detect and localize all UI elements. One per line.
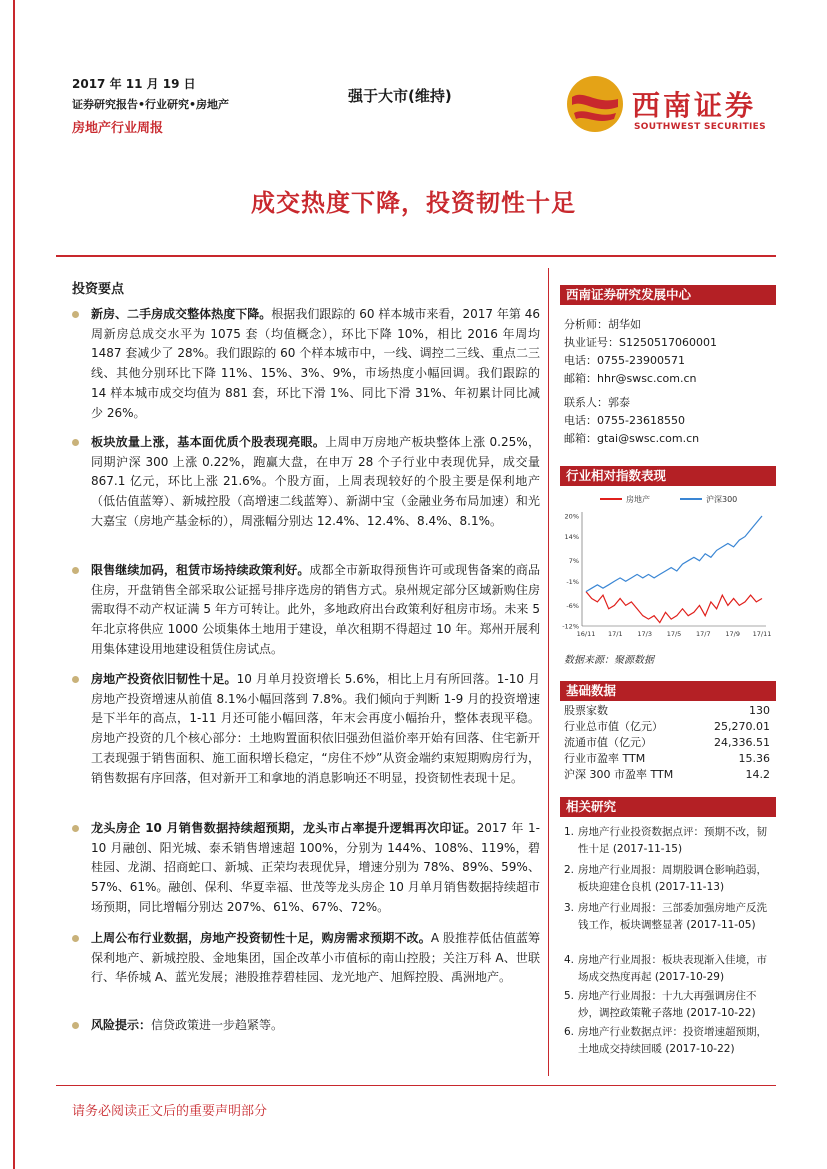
item-text: 房地产行业周报：板块表现渐入佳境，市场成交热度再起 (2017-10-29) <box>578 954 767 983</box>
left-accent-line <box>13 0 15 1169</box>
item-number: 6. <box>564 1026 575 1038</box>
bullet-dot <box>72 311 79 318</box>
bullet-6 <box>72 929 540 988</box>
bullet-lead: 房地产投资依旧韧性十足。 <box>91 672 237 686</box>
bullet-body: 信贷政策进一步趋紧等。 <box>151 1018 284 1032</box>
bullet-dot <box>72 567 79 574</box>
table-row <box>564 719 770 735</box>
row-value: 130 <box>749 704 770 717</box>
related-research-header: 相关研究 <box>560 797 776 817</box>
x-tick-label: 17/3 <box>637 630 652 638</box>
relative-index-chart <box>560 488 776 648</box>
y-tick-label: -6% <box>566 601 579 610</box>
row-label: 股票家数 <box>564 704 608 717</box>
x-tick-label: 17/1 <box>608 630 623 638</box>
table-row <box>564 735 770 751</box>
contact-email[interactable]: 邮箱：gtai@swsc.com.cn <box>564 432 700 445</box>
bullet-1 <box>72 305 540 423</box>
row-label: 行业市盈率 TTM <box>564 752 646 765</box>
logo-icon <box>566 75 624 133</box>
report-type: 证券研究报告•行业研究•房地产 <box>72 98 230 111</box>
report-series: 房地产行业周报 <box>72 121 164 136</box>
row-value: 24,336.51 <box>714 736 770 749</box>
footer-disclaimer[interactable]: 请务必阅读正文后的重要声明部分 <box>72 1104 268 1119</box>
related-item[interactable] <box>564 1024 774 1058</box>
x-tick-label: 17/9 <box>725 630 740 638</box>
logo-english: SOUTHWEST SECURITIES <box>634 122 766 132</box>
bullet-dot <box>72 935 79 942</box>
report-date: 2017 年 11 月 19 日 <box>72 77 196 91</box>
item-text: 房地产行业周报：三部委加强房地产反洗钱工作，板块调整显著 (2017-11-05) <box>578 902 767 931</box>
series-line-property <box>586 592 762 623</box>
analyst-license: 执业证号：S1250517060001 <box>564 336 717 349</box>
logo-text: 西南证券 <box>632 89 757 122</box>
table-row <box>564 767 770 783</box>
related-item[interactable] <box>564 824 774 858</box>
analyst-email[interactable]: 邮箱：hhr@swsc.com.cn <box>564 372 697 385</box>
bullet-lead: 新房、二手房成交整体热度下降。 <box>91 307 272 321</box>
x-tick-label: 16/11 <box>576 630 596 638</box>
bullet-lead: 限售继续加码，租赁市场持续政策利好。 <box>91 563 310 577</box>
bullet-lead: 上周公布行业数据，房地产投资韧性十足，购房需求预期不改。 <box>91 931 431 945</box>
item-number: 2. <box>564 864 575 876</box>
table-row <box>564 751 770 767</box>
row-label: 行业总市值（亿元） <box>564 720 663 733</box>
legend-label: 沪深300 <box>706 495 738 504</box>
row-value: 25,270.01 <box>714 720 770 733</box>
research-center-header: 西南证券研究发展中心 <box>560 285 776 305</box>
x-tick-label: 17/5 <box>666 630 682 638</box>
footer-divider <box>56 1085 776 1086</box>
bullet-4 <box>72 670 540 788</box>
y-tick-label: -12% <box>562 622 579 631</box>
title-divider <box>56 255 776 257</box>
legend-label: 房地产 <box>626 495 650 504</box>
item-number: 5. <box>564 990 575 1002</box>
column-divider <box>548 268 549 1076</box>
analyst-phone: 电话：0755-23900571 <box>564 354 685 367</box>
basic-data-header: 基础数据 <box>560 681 776 701</box>
item-text: 房地产行业数据点评：投资增速超预期，土地成交持续回暖 (2017-10-22) <box>578 1026 767 1055</box>
item-number: 3. <box>564 902 575 914</box>
bullet-body: 上周申万房地产板块整体上涨 0.25%，同期沪深 300 上涨 0.22%，跑赢大盘，在申万 28 个子行业中表现优异，成交量 867.1 亿元，环比上涨 21.6%。个股方面，上周表现较好的个股主要是保利地产（低估值蓝筹）、新城控股（高增速二线蓝筹）、新湖中宝（金融业务布局加速）和光大嘉宝（房地产基金标的），周涨幅分别达 12.4%、12.4%、8.4%、8.1%。 <box>91 435 540 528</box>
analyst-name: 分析师：胡华如 <box>564 318 641 331</box>
bullet-lead: 板块放量上涨，基本面优质个股表现亮眼。 <box>91 435 326 449</box>
bullet-dot <box>72 676 79 683</box>
bullet-lead: 风险提示： <box>91 1018 152 1032</box>
y-tick-label: -1% <box>566 577 579 586</box>
item-text: 房地产行业周报：十九大再强调房住不炒，调控政策靴子落地 (2017-10-22) <box>578 990 757 1019</box>
bullet-7 <box>72 1016 540 1036</box>
page-title: 成交热度下降，投资韧性十足 <box>251 189 576 217</box>
y-tick-label: 7% <box>568 557 579 566</box>
item-text: 房地产行业周报：周期股调仓影响趋弱，板块迎建仓良机 (2017-11-13) <box>578 864 767 893</box>
data-source: 数据来源：聚源数据 <box>564 655 654 666</box>
bullet-body: 根据我们跟踪的 60 样本城市来看，2017 年第 46 周新房总成交水平为 1075 套（均值概念），环比下降 10%，相比 2016 年周均 1487 套减少了 28%。我们跟踪的 60 个样本城市中，一线、调控二三线、重点二三线、其他分别环比下降 11%、15%、3%、9%，市场热度小幅回调。我们跟踪的 14 样本城市成交均值为 881 套，环比下滑 1%、同比下滑 31%、年初累计同比减少 26%。 <box>91 307 540 420</box>
x-tick-label: 17/7 <box>696 630 711 638</box>
related-item[interactable] <box>564 900 774 934</box>
basic-data-table <box>564 703 770 783</box>
bullet-2 <box>72 433 540 532</box>
bullet-body: A 股推荐低估值蓝筹保利地产、新城控股、金地集团，国企改革小市值标的南山控股；关注万科 A、世联行、华侨城 A、蓝光发展；港股推荐碧桂园、龙光地产、旭辉控股、禹洲地产。 <box>91 931 540 985</box>
x-tick-label: 17/11 <box>752 630 772 638</box>
bullet-dot <box>72 825 79 832</box>
bullet-5 <box>72 819 540 918</box>
contact-phone: 电话：0755-23618550 <box>564 414 685 427</box>
row-label: 沪深 300 市盈率 TTM <box>564 768 674 781</box>
bullet-body: 成都全市新取得预售许可或现售备案的商品住房，开盘销售全部采取公证摇号排序选房的销售方式。泉州规定部分区域新购住房需取得不动产权证满 5 年方可转让。此外，多地政府出台政策利好租房市场。未来 5 年北京将供应 1000 公顷集体土地用于建设，单次租期不得超过 10 年。郑州开展利用集体建设用地建设租赁住房试点。 <box>91 563 540 656</box>
row-label: 流通市值（亿元） <box>564 736 652 749</box>
item-number: 4. <box>564 954 575 966</box>
table-row <box>564 703 770 719</box>
bullet-body: 2017 年 1-10 月融创、阳光城、泰禾销售增速超 100%，分别为 144%、108%、119%，碧桂园、龙湖、招商蛇口、新城、正荣均表现优异，增速分别为 78%、89%、59%、57%、61%。融创、保利、华夏幸福、世茂等龙头房企 10 月单月销售数据持续超市场预期，同比增幅分别达 207%、61%、67%、72%。 <box>91 821 540 914</box>
rating: 强于大市(维持) <box>348 87 452 105</box>
bullet-dot <box>72 439 79 446</box>
y-tick-label: 20% <box>564 512 579 521</box>
series-line-hs300 <box>586 516 762 592</box>
row-value: 15.36 <box>738 752 770 765</box>
contact-name: 联系人：郭泰 <box>564 396 630 409</box>
bullet-lead: 龙头房企 10 月销售数据持续超预期，龙头市占率提升逻辑再次印证。 <box>91 821 477 835</box>
related-item[interactable] <box>564 862 774 896</box>
section-heading: 投资要点 <box>72 282 125 297</box>
bullet-dot <box>72 1022 79 1029</box>
y-tick-label: 14% <box>564 533 579 542</box>
item-number: 1. <box>564 826 575 838</box>
bullet-3 <box>72 561 540 660</box>
related-item[interactable] <box>564 952 774 986</box>
item-text: 房地产行业投资数据点评：预期不改，韧性十足 (2017-11-15) <box>578 826 767 855</box>
bullet-body: 10 月单月投资增长 5.6%，相比上月有所回落。1-10 月房地产投资增速从前值 8.1%小幅回落到 7.8%。我们倾向于判断 1-9 月的投资增速是下半年的高点，1-11 月还可能小幅回落，年末会再度小幅抬升，整体表现平稳。房地产投资的几个核心部分：土地购置面积依旧强劲但溢价率开始有回落、住宅新开工表现强于销售面积、施工面积增长稳定，“房住不炒”从资金端约束短期购房行为，销售数据有序回落，但对新开工和拿地的消息影响还不明显，投资韧性表现十足。 <box>91 672 540 785</box>
related-item[interactable] <box>564 988 774 1022</box>
row-value: 14.2 <box>745 768 770 781</box>
index-chart-header: 行业相对指数表现 <box>560 466 776 486</box>
